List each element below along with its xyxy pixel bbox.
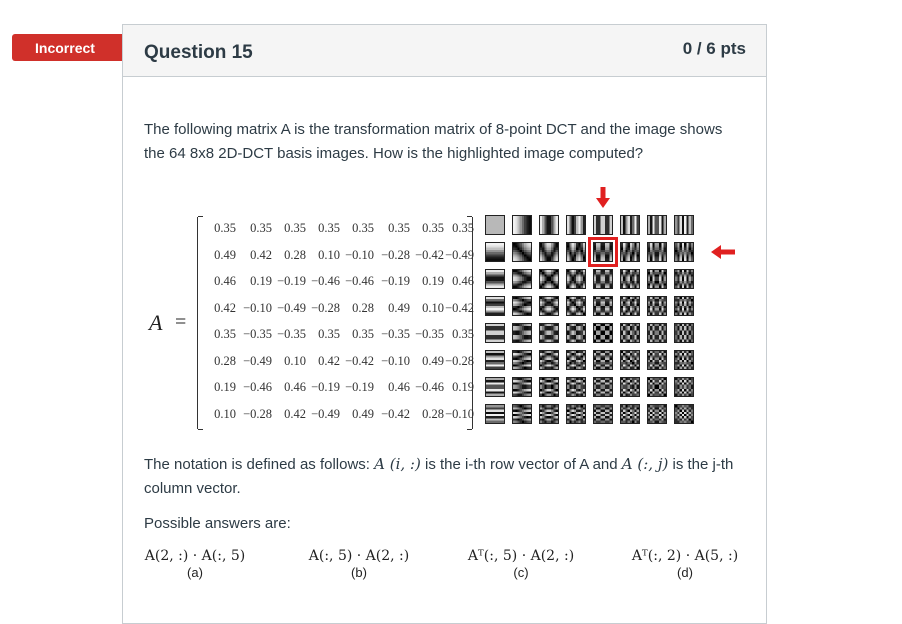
matrix-cell: −0.35 xyxy=(415,327,444,341)
matrix-cell: 0.28 xyxy=(422,406,444,421)
matrix-equals: = xyxy=(175,311,187,333)
matrix-cell: −0.19 xyxy=(277,274,306,288)
basis-tile xyxy=(674,215,694,235)
basis-tile xyxy=(566,404,586,424)
answer-b-label: (b) xyxy=(351,565,367,580)
matrix-cell: −0.49 xyxy=(243,353,272,368)
arrow-left-icon xyxy=(711,245,735,259)
arrow-down-icon xyxy=(596,187,610,209)
highlighted-basis-image xyxy=(588,237,618,267)
basis-tile xyxy=(620,377,640,397)
basis-tile xyxy=(566,377,586,397)
matrix-row xyxy=(198,248,472,274)
matrix-cell: 0.46 xyxy=(452,274,474,288)
basis-tile xyxy=(539,377,559,397)
basis-tile xyxy=(647,215,667,235)
basis-tile xyxy=(647,377,667,397)
basis-tile xyxy=(485,269,505,289)
matrix-cell: −0.35 xyxy=(381,327,410,341)
matrix-cell: 0.42 xyxy=(250,247,272,262)
matrix-cell: 0.46 xyxy=(388,380,410,394)
matrix-cell: 0.35 xyxy=(318,221,340,235)
matrix-cell: 0.35 xyxy=(422,221,444,235)
basis-tile xyxy=(647,323,667,343)
matrix-cell: 0.35 xyxy=(250,221,272,235)
answer-a xyxy=(135,548,255,580)
matrix-cell: 0.10 xyxy=(422,300,444,315)
basis-tile xyxy=(620,269,640,289)
matrix-cell: 0.10 xyxy=(214,406,236,421)
basis-tile xyxy=(674,323,694,343)
matrix-cell: 0.28 xyxy=(284,247,306,262)
matrix-cell: 0.19 xyxy=(422,274,444,288)
matrix-row xyxy=(198,407,472,433)
matrix-cell: 0.49 xyxy=(388,300,410,315)
basis-tile xyxy=(593,323,613,343)
matrix-cell: −0.46 xyxy=(345,274,374,288)
basis-tile xyxy=(485,215,505,235)
matrix-cell: −0.10 xyxy=(445,406,474,421)
matrix-cell: −0.28 xyxy=(311,300,340,315)
basis-tile xyxy=(674,404,694,424)
basis-tile xyxy=(593,215,613,235)
matrix-cell: −0.42 xyxy=(445,300,474,315)
basis-tile xyxy=(512,215,532,235)
basis-tile xyxy=(485,350,505,370)
answer-a-expr: A(2, :) · A(:, 5) xyxy=(144,548,246,564)
basis-tile xyxy=(512,377,532,397)
notation-after: is the j-th column vector. xyxy=(144,456,734,497)
basis-tile xyxy=(620,215,640,235)
matrix-cell: −0.46 xyxy=(415,380,444,394)
basis-tile xyxy=(620,323,640,343)
basis-tile xyxy=(539,296,559,316)
basis-tile xyxy=(512,269,532,289)
matrix-cell: −0.49 xyxy=(445,247,474,262)
answer-d-expr: Aᵀ(:, 2) · A(5, :) xyxy=(631,548,739,564)
basis-tile xyxy=(485,377,505,397)
matrix-cell: 0.42 xyxy=(284,406,306,421)
matrix-cell: 0.19 xyxy=(452,380,474,394)
matrix-cell: −0.10 xyxy=(381,353,410,368)
basis-tile xyxy=(647,269,667,289)
notation-row-expr: A (i, :) xyxy=(374,455,421,473)
basis-tile xyxy=(539,323,559,343)
matrix-row xyxy=(198,221,472,247)
matrix-cell: 0.42 xyxy=(214,300,236,315)
matrix-cell: −0.19 xyxy=(381,274,410,288)
answers-heading: Possible answers are: xyxy=(144,515,291,532)
basis-tile xyxy=(620,296,640,316)
basis-tile xyxy=(566,269,586,289)
matrix-cell: −0.49 xyxy=(277,300,306,315)
matrix-cell: −0.28 xyxy=(445,353,474,368)
matrix-cell: 0.35 xyxy=(214,221,236,235)
basis-tile xyxy=(566,323,586,343)
basis-tile xyxy=(485,296,505,316)
basis-tile xyxy=(539,215,559,235)
matrix-row xyxy=(198,327,472,353)
matrix-cell: 0.28 xyxy=(214,353,236,368)
matrix-cell: −0.49 xyxy=(311,406,340,421)
basis-tile xyxy=(593,296,613,316)
matrix-cell: 0.35 xyxy=(388,221,410,235)
basis-tile xyxy=(674,269,694,289)
basis-tile xyxy=(593,269,613,289)
matrix-cell: −0.46 xyxy=(311,274,340,288)
answer-b xyxy=(299,548,419,580)
matrix-cell: 0.42 xyxy=(318,353,340,368)
matrix-cell: 0.35 xyxy=(352,327,374,341)
basis-tile xyxy=(512,242,532,262)
matrix-cell: 0.35 xyxy=(284,221,306,235)
matrix-cell: 0.46 xyxy=(284,380,306,394)
basis-tile xyxy=(512,323,532,343)
matrix-cell: 0.35 xyxy=(352,221,374,235)
matrix-cell: 0.35 xyxy=(452,327,474,341)
matrix-cell: −0.35 xyxy=(243,327,272,341)
basis-tile xyxy=(674,377,694,397)
basis-tile xyxy=(647,242,667,262)
notation-middle: is the i-th row vector of A and xyxy=(420,456,622,473)
matrix-cell: −0.28 xyxy=(243,406,272,421)
matrix-cell: −0.10 xyxy=(243,300,272,315)
matrix-cell: −0.28 xyxy=(381,247,410,262)
answer-c-label: (c) xyxy=(513,565,529,580)
matrix-cell: −0.42 xyxy=(415,247,444,262)
matrix-cell: −0.19 xyxy=(345,380,374,394)
matrix-cell: 0.49 xyxy=(214,247,236,262)
basis-tile xyxy=(485,242,505,262)
incorrect-badge xyxy=(12,34,124,61)
matrix-cell: 0.49 xyxy=(352,406,374,421)
matrix-cell: −0.42 xyxy=(381,406,410,421)
answer-c-expr: Aᵀ(:, 5) · A(2, :) xyxy=(467,548,575,564)
matrix-cell: 0.35 xyxy=(214,327,236,341)
answer-d-label: (d) xyxy=(677,565,693,580)
basis-tile xyxy=(539,350,559,370)
basis-tile xyxy=(539,404,559,424)
basis-tile xyxy=(566,296,586,316)
matrix-row xyxy=(198,274,472,300)
basis-tile xyxy=(485,404,505,424)
question-prompt: The following matrix A is the transformation matrix of 8-point DCT and the image shows the 64 8x8 2D-DCT basis images. How is the highlighted image computed? xyxy=(144,121,723,162)
dct-matrix xyxy=(197,217,473,429)
answer-d xyxy=(625,548,745,580)
basis-tile xyxy=(674,296,694,316)
basis-tile xyxy=(566,215,586,235)
matrix-cell: 0.10 xyxy=(284,353,306,368)
matrix-cell: 0.19 xyxy=(214,380,236,394)
question-card xyxy=(122,24,767,624)
matrix-cell: −0.46 xyxy=(243,380,272,394)
basis-tile xyxy=(539,269,559,289)
basis-tile xyxy=(593,350,613,370)
basis-tile xyxy=(620,242,640,262)
matrix-label: A xyxy=(149,310,163,335)
notation-col-expr: A (:, j) xyxy=(621,455,669,473)
basis-tile xyxy=(674,242,694,262)
basis-tile xyxy=(647,296,667,316)
basis-tile xyxy=(485,323,505,343)
basis-tile xyxy=(593,404,613,424)
basis-tile xyxy=(566,242,586,262)
basis-tile xyxy=(620,404,640,424)
basis-tile xyxy=(512,350,532,370)
basis-tile xyxy=(512,296,532,316)
basis-tile xyxy=(620,350,640,370)
question-header xyxy=(123,25,766,77)
answer-c xyxy=(461,548,581,580)
matrix-cell: −0.10 xyxy=(345,247,374,262)
matrix-cell: 0.35 xyxy=(452,221,474,235)
matrix-cell: 0.19 xyxy=(250,274,272,288)
basis-tile xyxy=(647,404,667,424)
matrix-row xyxy=(198,380,472,406)
answer-a-label: (a) xyxy=(187,565,203,580)
matrix-cell: 0.35 xyxy=(318,327,340,341)
basis-tile xyxy=(674,350,694,370)
matrix-row xyxy=(198,354,472,380)
matrix-cell: −0.19 xyxy=(311,380,340,394)
matrix-cell: 0.46 xyxy=(214,274,236,288)
matrix-row xyxy=(198,301,472,327)
matrix-cell: 0.49 xyxy=(422,353,444,368)
answer-b-expr: A(:, 5) · A(2, :) xyxy=(308,548,410,564)
basis-tile xyxy=(593,377,613,397)
matrix-cell: −0.35 xyxy=(277,327,306,341)
basis-tile xyxy=(512,404,532,424)
basis-tile xyxy=(566,350,586,370)
question-points: 0 / 6 pts xyxy=(682,39,746,58)
notation-text xyxy=(144,452,744,501)
basis-tile xyxy=(647,350,667,370)
basis-tile xyxy=(539,242,559,262)
incorrect-badge-label: Incorrect xyxy=(35,39,95,56)
notation-before: The notation is defined as follows: xyxy=(144,456,375,473)
matrix-cell: 0.28 xyxy=(352,300,374,315)
matrix-cell: 0.10 xyxy=(318,247,340,262)
matrix-cell: −0.42 xyxy=(345,353,374,368)
question-title: Question 15 xyxy=(144,42,253,63)
